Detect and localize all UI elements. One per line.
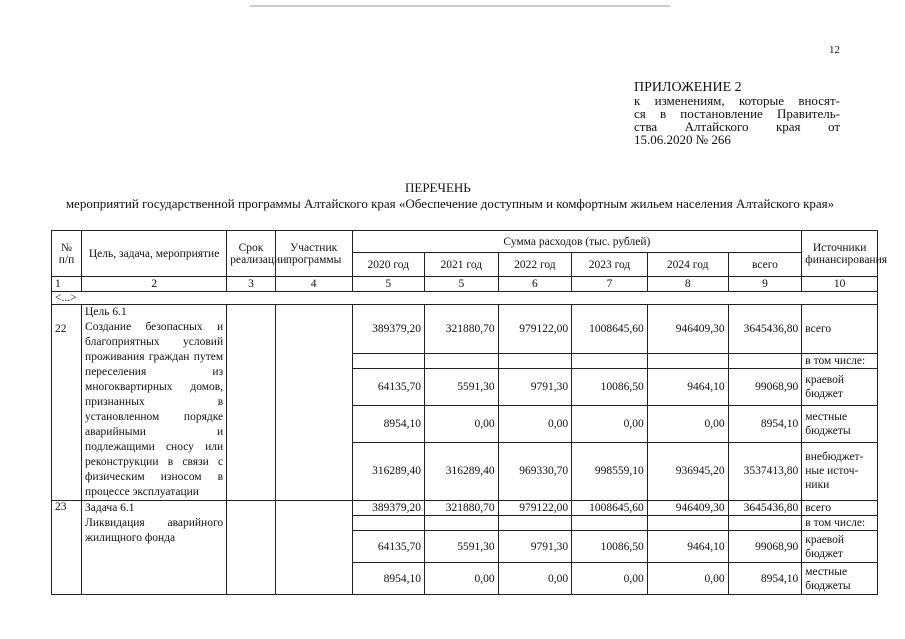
ellipsis-row: <...> — [52, 292, 878, 305]
appendix-date: 15.06.2020 № 266 — [634, 132, 731, 147]
value-cell — [572, 516, 648, 531]
description-text: Задача 6.1 Ликвидация аварийного жилищного фонда — [85, 502, 224, 544]
col-number: 5 — [425, 277, 499, 292]
measures-table — [51, 230, 888, 595]
header-year: 2024 год — [647, 253, 728, 277]
value-cell: 321880,70 — [425, 305, 499, 354]
value-cell: 389379,20 — [352, 501, 425, 516]
header-participant: Участник программы — [275, 231, 352, 277]
value-cell — [728, 516, 802, 531]
source-cell: краевой бюджет — [802, 531, 878, 563]
value-cell: 0,00 — [425, 406, 499, 443]
value-cell: 9464,10 — [647, 531, 728, 563]
participant-cell — [275, 501, 352, 595]
col-number: 8 — [647, 277, 728, 292]
document-title: ПЕРЕЧЕНЬ — [405, 180, 471, 195]
value-cell: 3537413,80 — [728, 442, 802, 500]
value-cell: 316289,40 — [352, 442, 425, 500]
value-cell: 8954,10 — [352, 563, 425, 595]
term-cell — [227, 501, 276, 595]
value-cell: 0,00 — [498, 406, 572, 443]
value-cell: 0,00 — [572, 406, 648, 443]
value-cell: 316289,40 — [425, 442, 499, 500]
value-cell: 0,00 — [498, 563, 572, 595]
value-cell: 0,00 — [572, 563, 648, 595]
value-cell: 8954,10 — [728, 563, 802, 595]
value-cell — [425, 354, 499, 369]
header-year: 2021 год — [425, 253, 499, 277]
appendix-block — [634, 81, 840, 146]
value-cell — [572, 354, 648, 369]
scan-artifact — [250, 5, 670, 7]
value-cell: 8954,10 — [352, 406, 425, 443]
value-cell: 64135,70 — [352, 369, 425, 406]
value-cell: 3645436,80 — [728, 501, 802, 516]
header-total: всего — [728, 253, 802, 277]
header-goal: Цель, задача, мероприятие — [82, 231, 227, 277]
value-cell: 10086,50 — [572, 369, 648, 406]
value-cell: 0,00 — [425, 563, 499, 595]
value-cell — [498, 354, 572, 369]
row-number: 22 — [52, 305, 82, 501]
participant-cell — [275, 305, 352, 501]
source-cell: внебюджет-ные источ-ники — [802, 442, 878, 500]
value-cell: 1008645,60 — [572, 501, 648, 516]
value-cell: 979122,00 — [498, 305, 572, 354]
header-sum: Сумма расходов (тыс. рублей) — [352, 231, 802, 253]
header-year: 2020 год — [352, 253, 425, 277]
table-row — [52, 501, 878, 516]
appendix-line: ся в постановление Правитель- — [634, 106, 840, 121]
value-cell: 0,00 — [647, 563, 728, 595]
row-number: 23 — [52, 501, 82, 595]
col-number: 2 — [82, 277, 227, 292]
source-cell: местные бюджеты — [802, 563, 878, 595]
value-cell: 8954,10 — [728, 406, 802, 443]
value-cell — [647, 354, 728, 369]
col-number: 9 — [728, 277, 802, 292]
value-cell — [728, 354, 802, 369]
value-cell — [352, 354, 425, 369]
value-cell: 0,00 — [647, 406, 728, 443]
row-description — [82, 305, 227, 501]
value-cell: 9464,10 — [647, 369, 728, 406]
source-cell: всего — [802, 501, 878, 516]
header-source: Источники финансирования — [802, 231, 878, 277]
source-cell: краевой бюджет — [802, 369, 878, 406]
col-number: 1 — [52, 277, 82, 292]
value-cell — [425, 516, 499, 531]
row-description — [82, 501, 227, 595]
value-cell: 9791,30 — [498, 531, 572, 563]
header-term: Срок реализации — [227, 231, 276, 277]
value-cell: 946409,30 — [647, 501, 728, 516]
value-cell: 979122,00 — [498, 501, 572, 516]
col-number: 4 — [275, 277, 352, 292]
value-cell: 936945,20 — [647, 442, 728, 500]
table-row — [52, 305, 878, 354]
col-number: 5 — [352, 277, 425, 292]
value-cell: 9791,30 — [498, 369, 572, 406]
col-number: 7 — [572, 277, 648, 292]
value-cell: 99068,90 — [728, 369, 802, 406]
col-number: 6 — [498, 277, 572, 292]
description-text: Цель 6.1 Создание безопасных и благоприятных условий проживания граждан путем переселения из многоквартирных домов, признанных в установленном порядке аварийными и подлежащими сносу или реконструкции в связи с физическим износом в процессе эксплуатации — [85, 306, 224, 498]
value-cell: 389379,20 — [352, 305, 425, 354]
value-cell: 5591,30 — [425, 531, 499, 563]
source-cell: местные бюджеты — [802, 406, 878, 443]
appendix-title: ПРИЛОЖЕНИЕ 2 — [634, 80, 742, 95]
term-cell — [227, 305, 276, 501]
col-number: 3 — [227, 277, 276, 292]
value-cell — [498, 516, 572, 531]
value-cell: 5591,30 — [425, 369, 499, 406]
source-cell: всего — [802, 305, 878, 354]
value-cell: 10086,50 — [572, 531, 648, 563]
value-cell — [647, 516, 728, 531]
document-subtitle: мероприятий государственной программы Алтайского края «Обеспечение доступным и комфортным жильем населения Алтайского края» — [65, 196, 835, 211]
header-year: 2022 год — [498, 253, 572, 277]
header-num: № п/п — [52, 231, 82, 277]
appendix-line: ства Алтайского края от — [634, 119, 840, 134]
value-cell: 321880,70 — [425, 501, 499, 516]
source-cell: в том числе: — [802, 516, 878, 531]
page-number: 12 — [829, 44, 840, 56]
appendix-line: к изменениям, которые вносят- — [634, 93, 840, 108]
col-number: 10 — [802, 277, 878, 292]
value-cell: 1008645,60 — [572, 305, 648, 354]
value-cell: 64135,70 — [352, 531, 425, 563]
header-year: 2023 год — [572, 253, 648, 277]
source-cell: в том числе: — [802, 354, 878, 369]
value-cell: 998559,10 — [572, 442, 648, 500]
value-cell: 3645436,80 — [728, 305, 802, 354]
value-cell — [352, 516, 425, 531]
value-cell: 99068,90 — [728, 531, 802, 563]
value-cell: 969330,70 — [498, 442, 572, 500]
value-cell: 946409,30 — [647, 305, 728, 354]
